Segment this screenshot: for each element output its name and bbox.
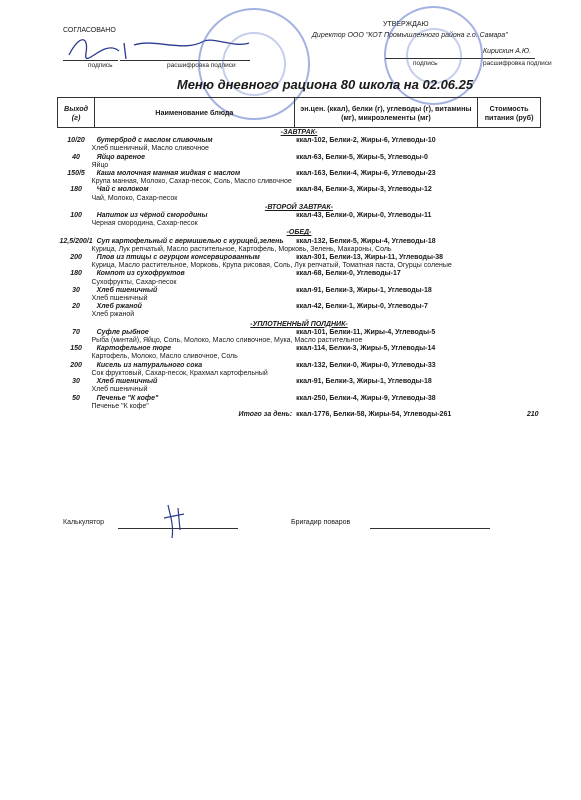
dish-name: Компот из сухофруктов: [96, 270, 185, 278]
dish-ingredients: Рыба (минтай), Яйцо, Соль, Молоко, Масло сливочное, Мука, Масло растительное: [91, 337, 363, 345]
col-nutrition-header: эн.цен. (ккал), белки (г), углеводы (г), витамины (мг), микроэлементы (мг): [294, 98, 478, 128]
dish-name: Суп картофельный с вермишелью с курицей,зелень: [96, 237, 284, 245]
dish-nutrition: ккал-301, Белки-13, Жиры-11, Углеводы-38: [296, 254, 444, 262]
dish-row: [58, 395, 541, 403]
dish-name: Печенье "К кофе": [96, 394, 159, 402]
decoding-caption-left: расшифровка подписи: [167, 62, 236, 69]
dish-cost: [478, 170, 541, 178]
ingredients-row: [58, 403, 541, 411]
dish-ingredients: Крупа манная, Молоко, Сахар-песок, Соль, Масло сливочное: [91, 178, 292, 186]
ingredients-row: [58, 353, 541, 361]
dish-nutrition: ккал-250, Белки-4, Жиры-9, Углеводы-38: [296, 394, 436, 402]
dish-name: Хлеб ржаной: [96, 303, 142, 311]
dish-output: 40: [72, 153, 80, 161]
section-row: [58, 128, 541, 138]
section-title: -ЗАВТРАК-: [280, 129, 318, 136]
dish-cost: [478, 238, 541, 246]
dish-ingredients: Хлеб пшеничный: [91, 386, 148, 394]
dish-ingredients: Яйцо: [91, 161, 109, 169]
dish-ingredients: Сок фруктовый, Сахар-песок, Крахмал картофельный: [91, 369, 268, 377]
menu-body: [58, 128, 541, 411]
section-title: -ВТОРОЙ ЗАВТРАК-: [264, 203, 334, 211]
col-dish-header: Наименование блюда: [95, 98, 295, 128]
dish-output: 30: [72, 286, 80, 294]
total-cost: 210: [526, 410, 539, 418]
dish-cost: [478, 303, 541, 311]
dish-nutrition: ккал-114, Белки-3, Жиры-5, Углеводы-14: [296, 345, 436, 353]
total-label: Итого за день:: [238, 410, 293, 418]
dish-output: 200: [70, 361, 82, 369]
dish-row: [58, 287, 541, 295]
dish-cost: [478, 154, 541, 162]
dish-output: 180: [70, 186, 82, 194]
dish-cost: [478, 270, 541, 278]
dish-ingredients: Картофель, Молоко, Масло сливочное, Соль: [91, 353, 238, 361]
dish-cost: [478, 329, 541, 337]
ingredients-row: [58, 386, 541, 394]
dish-row: [58, 186, 541, 194]
ingredients-row: [58, 279, 541, 287]
dish-output: 150/5: [67, 170, 85, 178]
dish-output: 50: [72, 394, 80, 402]
dish-nutrition: ккал-132, Белки-5, Жиры-4, Углеводы-18: [296, 237, 436, 245]
dish-nutrition: ккал-132, Белки-0, Жиры-0, Углеводы-33: [296, 361, 436, 369]
dish-nutrition: ккал-84, Белки-3, Жиры-3, Углеводы-12: [296, 186, 432, 194]
dish-output: 20: [72, 303, 80, 311]
dish-row: [58, 362, 541, 370]
signature-caption-left: подпись: [88, 62, 113, 69]
dish-nutrition: ккал-163, Белки-4, Жиры-6, Углеводы-23: [296, 170, 436, 178]
dish-row: [58, 154, 541, 162]
dish-ingredients: Курица, Масло растительное, Морковь, Крупа рисовая, Соль, Лук репчатый, Томатная паста, Огурцы соленые: [91, 262, 452, 270]
chef-label: Бригадир поваров: [291, 519, 351, 526]
section-row: [58, 320, 541, 329]
dish-ingredients: Черная смородина, Сахар-песок: [91, 220, 198, 228]
dish-cost: [478, 378, 541, 386]
agreed-label: СОГЛАСОВАНО: [63, 27, 116, 34]
dish-cost: [478, 362, 541, 370]
dish-ingredients: Курица, Лук репчатый, Масло растительное, Картофель, Морковь, Зелень, Макароны, Соль: [91, 245, 392, 253]
dish-ingredients: Хлеб пшеничный, Масло сливочное: [91, 145, 209, 153]
dish-nutrition: ккал-63, Белки-5, Жиры-5, Углеводы-0: [296, 153, 428, 161]
dish-row: [58, 329, 541, 337]
dish-output: 30: [72, 378, 80, 386]
col-cost-header: Стоимость питания (руб): [478, 98, 541, 128]
dish-cost: [478, 212, 541, 220]
dish-output: 180: [70, 270, 82, 278]
dish-cost: [478, 345, 541, 353]
ingredients-row: [58, 162, 541, 170]
dish-row: [58, 270, 541, 278]
dish-name: Кисель из натурального сока: [96, 361, 203, 369]
dish-cost: [478, 287, 541, 295]
director-text: Директор ООО "КОТ Промышленного района г.о. Самара": [312, 32, 508, 39]
dish-cost: [478, 186, 541, 194]
dish-nutrition: ккал-91, Белки-3, Жиры-1, Углеводы-18: [296, 286, 432, 294]
dish-ingredients: Печенье "К кофе": [91, 402, 149, 410]
signature-caption-right: подпись: [413, 60, 438, 67]
dish-nutrition: ккал-101, Белки-11, Жиры-4, Углеводы-5: [296, 328, 436, 336]
section-row: [58, 203, 541, 212]
dish-name: бутерброд с маслом сливочным: [96, 137, 213, 145]
dish-nutrition: ккал-68, Белки-0, Углеводы-17: [296, 270, 401, 278]
ingredients-row: [58, 220, 541, 228]
dish-name: Плов из птицы с огурцом консервированным: [96, 254, 260, 262]
section-title: -УПЛОТНЕННЫЙ ПОЛДНИК-: [250, 320, 348, 328]
calculator-label: Калькулятор: [63, 519, 104, 526]
ingredients-row: [58, 262, 541, 270]
total-nutrition: ккал-1776, Белки-58, Жиры-54, Углеводы-261: [296, 410, 452, 418]
dish-output: 100: [70, 212, 82, 220]
dish-cost: [478, 137, 541, 145]
dish-row: [58, 170, 541, 178]
dish-ingredients: Хлеб пшеничный: [91, 295, 148, 303]
signature-scribble-calculator: [160, 500, 190, 540]
dish-row: [58, 212, 541, 220]
ingredients-row: [58, 370, 541, 378]
dish-cost: [478, 395, 541, 403]
dish-name: Напиток из чёрной смородины: [96, 212, 208, 220]
round-stamp-right-inner: [406, 28, 462, 84]
ingredients-row: [58, 246, 541, 254]
total-row: [58, 411, 541, 419]
dish-ingredients: Хлеб ржаной: [91, 311, 135, 319]
decoding-caption-right: расшифровка подписи: [483, 60, 552, 67]
ingredients-row: [58, 145, 541, 153]
section-row: [58, 228, 541, 237]
dish-output: 12,5/200/1: [59, 237, 93, 245]
dish-nutrition: ккал-91, Белки-3, Жиры-1, Углеводы-18: [296, 378, 432, 386]
dish-ingredients: Сухофрукты, Сахар-песок: [91, 278, 177, 286]
dish-name: Яйцо вареное: [96, 153, 146, 161]
dish-output: 200: [70, 254, 82, 262]
section-title: -ОБЕД-: [286, 229, 312, 237]
approved-label: УТВЕРЖДАЮ: [383, 21, 429, 28]
dish-nutrition: ккал-102, Белки-2, Жиры-6, Углеводы-10: [296, 137, 436, 145]
dish-ingredients: Чай, Молоко, Сахар-песок: [91, 194, 178, 202]
dish-name: Каша молочная манная жидкая с маслом: [96, 170, 241, 178]
dish-nutrition: ккал-42, Белки-1, Жиры-0, Углеводы-7: [296, 303, 428, 311]
dish-row: [58, 345, 541, 353]
dish-nutrition: ккал-43, Белки-0, Жиры-0, Углеводы-11: [296, 212, 432, 220]
dish-name: Хлеб пшеничный: [96, 378, 158, 386]
dish-output: 150: [70, 345, 82, 353]
dish-output: 10/20: [67, 137, 85, 145]
dish-output: 70: [72, 328, 80, 336]
dish-cost: [478, 254, 541, 262]
ingredients-row: [58, 311, 541, 319]
dish-name: Картофельное пюре: [96, 345, 171, 353]
menu-table: [57, 97, 541, 419]
col-output-header: Выход (г): [58, 98, 95, 128]
dish-name: Суфле рыбное: [96, 328, 149, 336]
ingredients-row: [58, 337, 541, 345]
ingredients-row: [58, 195, 541, 203]
page-title: Меню дневного рациона 80 школа на 02.06.25: [176, 77, 474, 92]
dish-name: Хлеб пшеничный: [96, 286, 158, 294]
dish-row: [58, 238, 541, 246]
dish-name: Чай с молоком: [96, 186, 149, 194]
director-name: Кирискин А.Ю.: [483, 48, 532, 55]
